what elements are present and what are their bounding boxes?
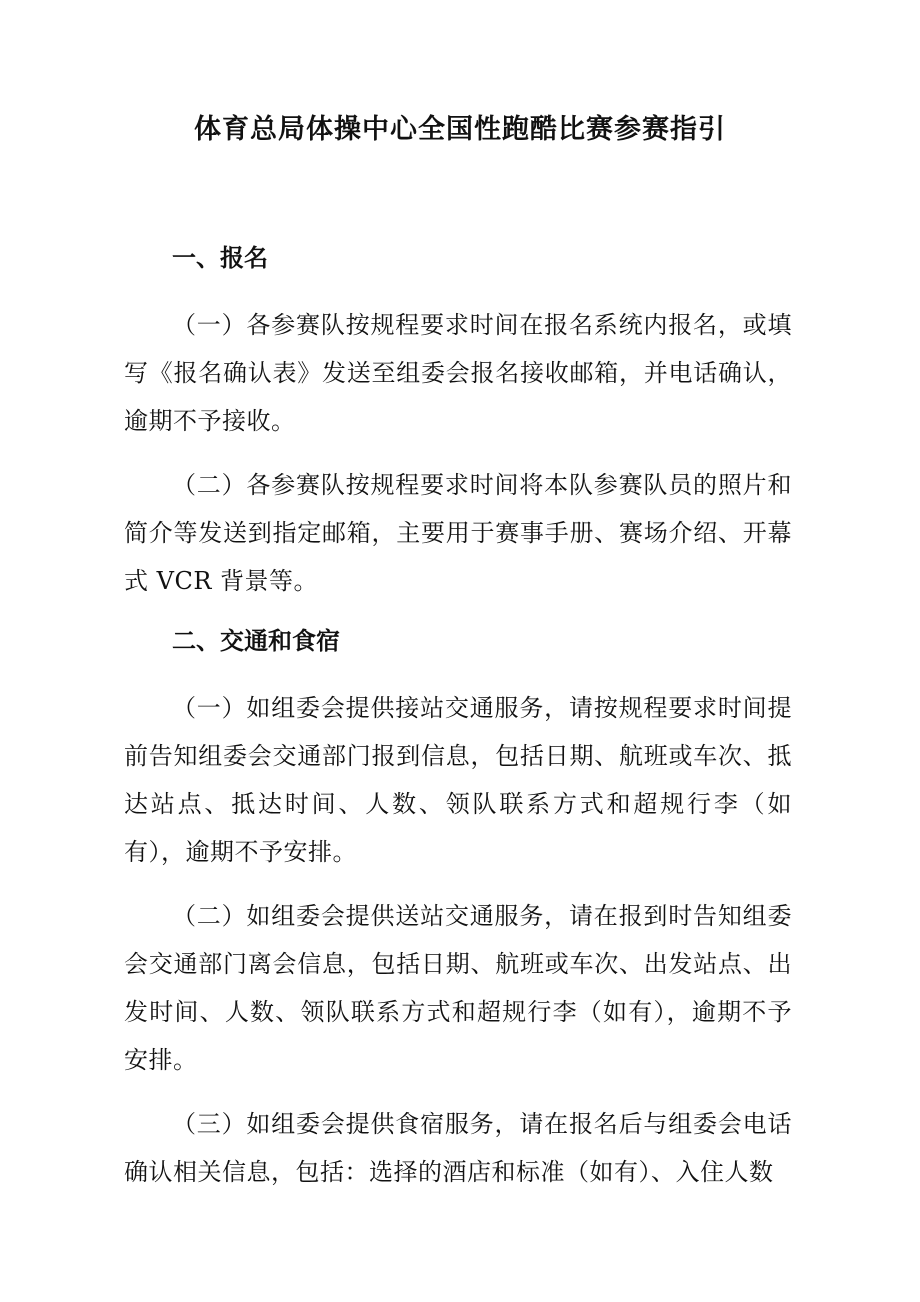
document-title: 体育总局体操中心全国性跑酷比赛参赛指引 [194, 114, 726, 145]
section-heading-transport-lodging: 二、交通和食宿 [172, 627, 340, 655]
paragraph-transport-3: （三）如组委会提供食宿服务，请在报名后与组委会电话确认相关信息，包括：选择的酒店和标准（如有）、入住人数 [124, 1110, 792, 1186]
section-heading-registration: 一、报名 [172, 244, 268, 272]
paragraph-transport-1: （一）如组委会提供接站交通服务，请按规程要求时间提前告知组委会交通部门报到信息，包括日期、航班或车次、抵达站点、抵达时间、人数、领队联系方式和超规行李（如有），逾期不予安排。 [124, 694, 792, 866]
paragraph-registration-1: （一）各参赛队按规程要求时间在报名系统内报名，或填写《报名确认表》发送至组委会报名接收邮箱，并电话确认，逾期不予接收。 [124, 311, 792, 435]
paragraph-registration-2: （二）各参赛队按规程要求时间将本队参赛队员的照片和简介等发送到指定邮箱，主要用于赛事手册、赛场介绍、开幕式 VCR 背景等。 [124, 471, 792, 595]
paragraph-transport-2: （二）如组委会提供送站交通服务，请在报到时告知组委会交通部门离会信息，包括日期、航班或车次、出发站点、出发时间、人数、领队联系方式和超规行李（如有），逾期不予安排。 [124, 902, 792, 1074]
